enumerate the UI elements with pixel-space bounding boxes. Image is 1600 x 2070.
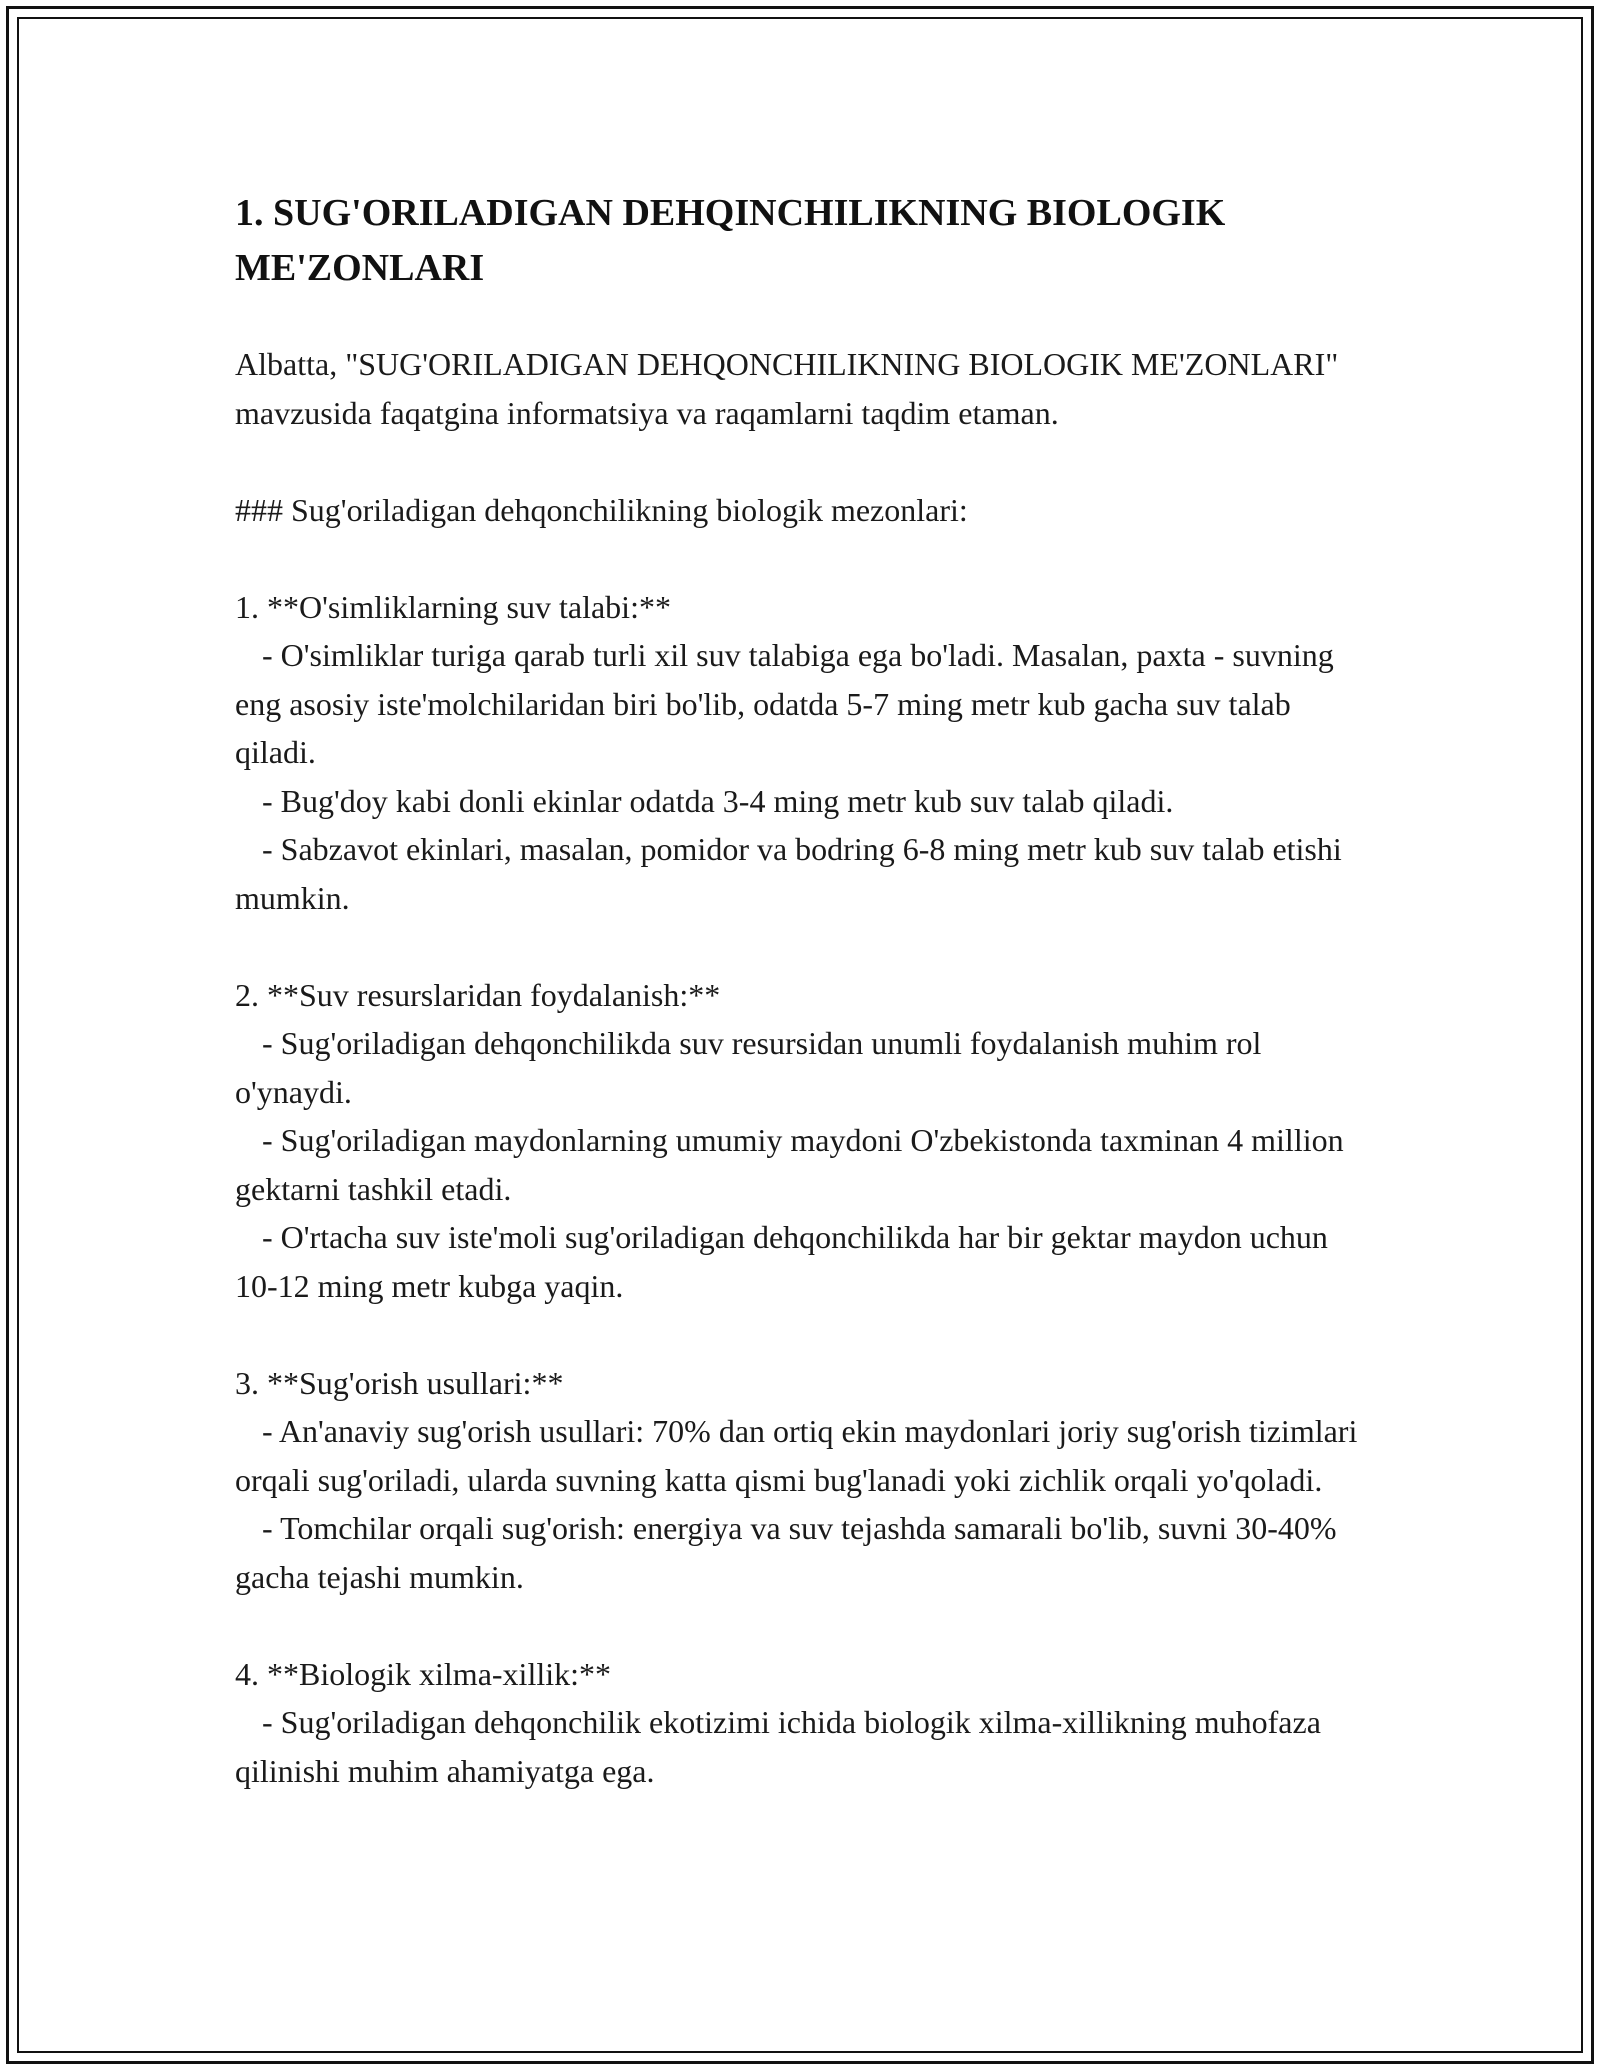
section-water-demand bbox=[235, 583, 1365, 923]
document-body bbox=[235, 186, 1365, 1795]
section-heading: 4. **Biologik xilma-xillik:** bbox=[235, 1655, 611, 1692]
spacer bbox=[235, 1310, 1365, 1359]
section-heading: 1. **O'simliklarning suv talabi:** bbox=[235, 588, 671, 625]
section-irrigation-methods bbox=[235, 1359, 1365, 1602]
list-item: - Sabzavot ekinlari, masalan, pomidor va bodring 6-8 ming metr kub suv talab etishi mumkin. bbox=[235, 831, 1342, 916]
list-item: - Sug'oriladigan dehqonchilikda suv resursidan unumli foydalanish muhim rol o'ynaydi. bbox=[235, 1025, 1262, 1110]
section-heading: 2. **Suv resurslaridan foydalanish:** bbox=[235, 976, 721, 1013]
list-item: - O'rtacha suv iste'moli sug'oriladigan dehqonchilikda har bir gektar maydon uchun 10-12 ming metr kubga yaqin. bbox=[235, 1219, 1328, 1304]
spacer bbox=[235, 922, 1365, 971]
list-item: - O'simliklar turiga qarab turli xil suv talabiga ega bo'ladi. Masalan, paxta - suvning eng asosiy iste'molchilaridan biri bo'lib, odatda 5-7 ming metr kub gacha suv talab qiladi. bbox=[235, 637, 1334, 770]
section-water-resources bbox=[235, 971, 1365, 1311]
section-biodiversity bbox=[235, 1650, 1365, 1796]
section-heading: 3. **Sug'orish usullari:** bbox=[235, 1364, 564, 1401]
list-item: - Tomchilar orqali sug'orish: energiya va suv tejashda samarali bo'lib, suvni 30-40% gacha tejashi mumkin. bbox=[235, 1510, 1337, 1595]
list-item: - Sug'oriladigan maydonlarning umumiy maydoni O'zbekistonda taxminan 4 million gektarni tashkil etadi. bbox=[235, 1122, 1344, 1207]
document-title: 1. SUG'ORILADIGAN DEHQINCHILIKNING BIOLOGIK ME'ZONLARI bbox=[235, 192, 1226, 289]
spacer bbox=[235, 534, 1365, 583]
spacer bbox=[235, 1601, 1365, 1650]
list-item: - Sug'oriladigan dehqonchilik ekotizimi ichida biologik xilma-xillikning muhofaza qilinishi muhim ahamiyatga ega. bbox=[235, 1704, 1321, 1789]
intro-paragraph: Albatta, "SUG'ORILADIGAN DEHQONCHILIKNING BIOLOGIK ME'ZONLARI" mavzusida faqatgina informatsiya va raqamlarni taqdim etaman. bbox=[235, 346, 1339, 431]
spacer bbox=[235, 437, 1365, 486]
subheading: ### Sug'oriladigan dehqonchilikning biologik mezonlari: bbox=[235, 491, 968, 528]
list-item: - Bug'doy kabi donli ekinlar odatda 3-4 ming metr kub suv talab qiladi. bbox=[262, 782, 1174, 819]
list-item: - An'anaviy sug'orish usullari: 70% dan ortiq ekin maydonlari joriy sug'orish tizimlari orqali sug'oriladi, ularda suvning katta qismi bug'lanadi yoki zichlik orqali yo'qoladi. bbox=[235, 1413, 1358, 1498]
